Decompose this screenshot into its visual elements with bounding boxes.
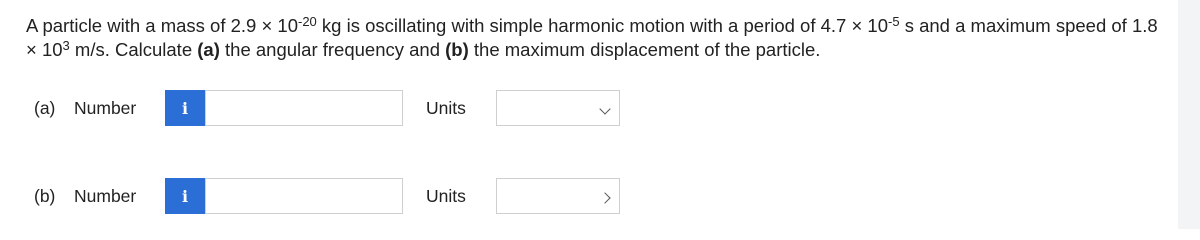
question-part: the maximum displacement of the particle. xyxy=(468,39,821,60)
page-edge xyxy=(1178,0,1200,229)
units-select-b[interactable] xyxy=(496,178,620,214)
units-select-a[interactable] xyxy=(496,90,620,126)
info-icon[interactable]: i xyxy=(165,90,205,126)
question-text xyxy=(26,14,1166,62)
exponent: -20 xyxy=(298,14,317,29)
part-label-a: (a) xyxy=(34,98,56,118)
answer-row-b xyxy=(34,176,634,216)
question-part: the angular frequency and xyxy=(219,39,446,60)
units-label-a: Units xyxy=(426,98,466,118)
exponent: 3 xyxy=(62,38,70,53)
exponent: -5 xyxy=(888,14,900,29)
number-label-b: Number xyxy=(74,186,137,206)
number-label-a: Number xyxy=(74,98,137,118)
chevron-down-icon xyxy=(599,103,610,114)
question-part: m/s. Calculate xyxy=(69,39,198,60)
part-label-b: (b) xyxy=(34,186,56,206)
part-b-ref: (b) xyxy=(445,39,469,60)
info-icon[interactable]: i xyxy=(165,178,205,214)
chevron-right-icon xyxy=(599,192,610,203)
question-part: A particle with a mass of 2.9 × 10 xyxy=(26,15,298,36)
units-label-b: Units xyxy=(426,186,466,206)
part-a-ref: (a) xyxy=(197,39,220,60)
question-part: s and a maximum speed of 1.8 × 10 xyxy=(26,15,1158,60)
question-part: kg is oscillating with simple harmonic motion with a period of 4.7 × 10 xyxy=(316,15,889,36)
number-input-a[interactable] xyxy=(205,90,403,126)
number-input-b[interactable] xyxy=(205,178,403,214)
answer-row-a xyxy=(34,88,634,128)
